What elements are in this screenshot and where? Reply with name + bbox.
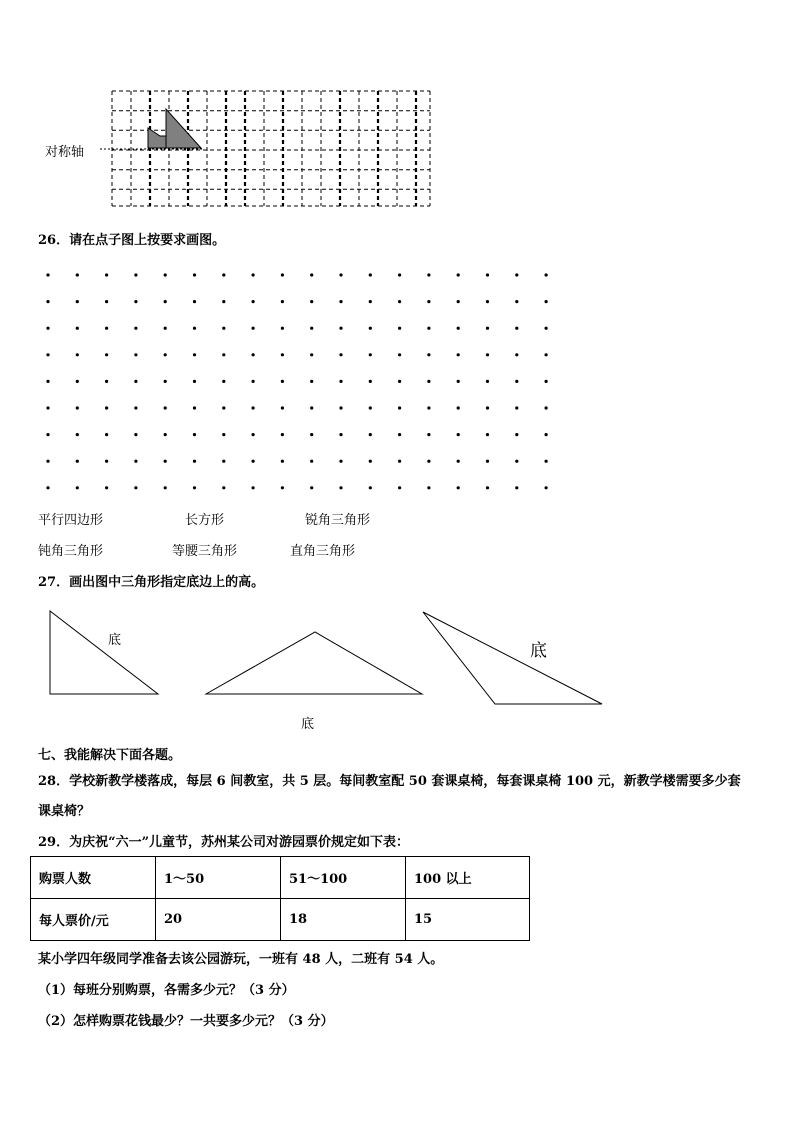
grid-dot: [515, 380, 518, 383]
grid-dot: [164, 353, 167, 356]
grid-dot: [164, 406, 167, 409]
grid-dot: [222, 300, 225, 303]
grid-dot: [193, 460, 196, 463]
grid-dot: [486, 380, 489, 383]
grid-dot: [310, 486, 313, 489]
shape-label-acute-triangle: 锐角三角形: [305, 513, 371, 528]
grid-dot: [193, 406, 196, 409]
ticket-price-table: [30, 856, 530, 941]
grid-dot: [76, 353, 79, 356]
grid-dot: [164, 433, 167, 436]
grid-dot: [486, 460, 489, 463]
question-29-sub1: （1）每班分别购票，各需多少元？（3 分）: [38, 983, 295, 998]
grid-dot: [252, 380, 255, 383]
grid-dot: [369, 486, 372, 489]
grid-dot: [222, 486, 225, 489]
shape-label-isosceles-triangle: 等腰三角形: [172, 544, 238, 559]
grid-dot: [164, 380, 167, 383]
shape-label-obtuse-triangle: 钝角三角形: [38, 544, 104, 559]
table-cell: 20: [156, 899, 281, 941]
grid-dot: [134, 273, 137, 276]
grid-dot: [252, 273, 255, 276]
grid-dot: [252, 433, 255, 436]
grid-dot: [76, 327, 79, 330]
question-26-prompt: 26．请在点子图上按要求画图。: [38, 233, 226, 248]
triangle-oblique: [423, 612, 602, 704]
grid-dot: [427, 433, 430, 436]
grid-dot: [46, 406, 49, 409]
grid-dot: [193, 380, 196, 383]
grid-dot: [339, 486, 342, 489]
grid-dot: [46, 433, 49, 436]
grid-dot: [76, 460, 79, 463]
grid-dot: [515, 327, 518, 330]
grid-dot: [545, 353, 548, 356]
grid-dot: [46, 327, 49, 330]
grid-dot: [310, 327, 313, 330]
grid-dot: [427, 327, 430, 330]
grid-dot: [486, 273, 489, 276]
question-27-prompt: 27．画出图中三角形指定底边上的高。: [38, 575, 265, 590]
grid-dot: [310, 353, 313, 356]
question-29-sub2: （2）怎样购票花钱最少？一共要多少元？（3 分）: [38, 1014, 334, 1029]
grid-dot: [281, 460, 284, 463]
symmetry-axis-label: 对称轴: [45, 145, 85, 160]
grid-dot: [134, 353, 137, 356]
grid-dot: [515, 486, 518, 489]
grid-dot: [457, 327, 460, 330]
grid-dot: [222, 406, 225, 409]
grid-dot: [369, 380, 372, 383]
grid-dot: [105, 406, 108, 409]
grid-dot: [105, 273, 108, 276]
grid-dot: [222, 273, 225, 276]
grid-dot: [164, 273, 167, 276]
grid-dot: [545, 273, 548, 276]
grid-dot: [252, 460, 255, 463]
grid-dot: [46, 353, 49, 356]
grid-dot: [252, 353, 255, 356]
base-label-triangle-2: 底: [301, 717, 315, 732]
shape-label-parallelogram: 平行四边形: [38, 513, 104, 528]
grid-dot: [457, 273, 460, 276]
grid-dot: [281, 486, 284, 489]
table-row: [31, 899, 530, 941]
grid-dot: [134, 460, 137, 463]
grid-dot: [545, 460, 548, 463]
shape-label-rectangle: 长方形: [185, 513, 225, 528]
base-label-triangle-3: 底: [530, 641, 547, 661]
grid-dot: [76, 380, 79, 383]
grid-dot: [134, 433, 137, 436]
grid-dot: [427, 300, 430, 303]
grid-dot: [310, 460, 313, 463]
grid-dot: [486, 486, 489, 489]
grid-dot: [339, 433, 342, 436]
grid-dot: [310, 380, 313, 383]
grid-dot: [164, 486, 167, 489]
grid-dot: [193, 300, 196, 303]
grid-dot: [369, 353, 372, 356]
symmetry-grid-figure: [100, 86, 440, 211]
grid-dot: [76, 406, 79, 409]
grid-dot: [281, 353, 284, 356]
table-cell: 购票人数: [31, 857, 156, 899]
grid-dot: [281, 433, 284, 436]
grid-dot: [46, 273, 49, 276]
grid-dot: [486, 327, 489, 330]
grid-dot: [515, 433, 518, 436]
grid-dot: [515, 300, 518, 303]
grid-dot: [252, 406, 255, 409]
grid-dot: [427, 460, 430, 463]
grid-dot: [398, 486, 401, 489]
grid-dot: [515, 406, 518, 409]
grid-dot: [545, 300, 548, 303]
grid-dot: [545, 327, 548, 330]
grid-dot: [369, 300, 372, 303]
grid-dot: [105, 433, 108, 436]
grid-dot: [457, 380, 460, 383]
grid-dot: [486, 300, 489, 303]
grid-dot: [193, 273, 196, 276]
grid-dot: [105, 460, 108, 463]
grid-dot: [46, 486, 49, 489]
dot-grid: [40, 266, 560, 496]
grid-dot: [310, 273, 313, 276]
grid-dot: [398, 300, 401, 303]
grid-dot: [310, 433, 313, 436]
grid-dot: [193, 327, 196, 330]
grid-dot: [398, 460, 401, 463]
grid-dot: [486, 406, 489, 409]
table-cell: 18: [281, 899, 406, 941]
grid-dot: [105, 353, 108, 356]
grid-dot: [486, 433, 489, 436]
grid-dot: [76, 300, 79, 303]
question-28-line1: 28．学校新教学楼落成，每层 6 间教室，共 5 层。每间教室配 50 套课桌椅，每套课桌椅 100 元，新教学楼需要多少套: [38, 774, 741, 789]
grid-dot: [515, 460, 518, 463]
grid-dot: [339, 327, 342, 330]
grid-dot: [398, 353, 401, 356]
grid-dot: [457, 486, 460, 489]
grid-dot: [398, 433, 401, 436]
grid-dot: [427, 486, 430, 489]
table-cell: 1～50: [156, 857, 281, 899]
grid-dot: [134, 327, 137, 330]
grid-dot: [398, 327, 401, 330]
grid-dot: [164, 327, 167, 330]
section-7-title: 七、我能解决下面各题。: [38, 748, 182, 763]
grid-dot: [105, 300, 108, 303]
grid-dot: [457, 406, 460, 409]
grid-dot: [76, 486, 79, 489]
grid-dot: [76, 433, 79, 436]
question-29-note: 某小学四年级同学准备去该公园游玩，一班有 48 人，二班有 54 人。: [38, 952, 444, 967]
grid-dot: [457, 300, 460, 303]
grid-dot: [252, 327, 255, 330]
grid-dot: [545, 433, 548, 436]
grid-dot: [134, 300, 137, 303]
grid-dot: [339, 300, 342, 303]
grid-dot: [457, 433, 460, 436]
grid-dot: [545, 380, 548, 383]
grid-dot: [369, 327, 372, 330]
grid-dot: [398, 380, 401, 383]
grid-dot: [252, 300, 255, 303]
grid-dot: [193, 486, 196, 489]
grid-dot: [46, 460, 49, 463]
grid-dot: [222, 327, 225, 330]
grid-dot: [545, 406, 548, 409]
grid-dot: [222, 380, 225, 383]
triangle-right: [50, 611, 158, 694]
grid-dot: [105, 327, 108, 330]
grid-dot: [105, 486, 108, 489]
grid-dot: [369, 460, 372, 463]
grid-dot: [46, 380, 49, 383]
grid-dot: [252, 486, 255, 489]
grid-dot: [457, 460, 460, 463]
grid-dot: [339, 406, 342, 409]
base-label-triangle-1: 底: [108, 633, 122, 648]
grid-dot: [76, 273, 79, 276]
grid-dot: [222, 460, 225, 463]
grid-dot: [427, 406, 430, 409]
grid-dot: [310, 300, 313, 303]
grid-dot: [369, 273, 372, 276]
grid-dot: [398, 273, 401, 276]
grid-dot: [164, 300, 167, 303]
table-cell: 15: [406, 899, 530, 941]
grid-dot: [281, 300, 284, 303]
question-28-line2: 课桌椅？: [38, 804, 91, 819]
table-cell: 51～100: [281, 857, 406, 899]
triangles-figure: [40, 605, 610, 715]
grid-dot: [193, 433, 196, 436]
grid-dot: [281, 380, 284, 383]
grid-dot: [134, 406, 137, 409]
grid-dot: [369, 406, 372, 409]
grid-dot: [193, 353, 196, 356]
grid-dot: [281, 406, 284, 409]
grid-dot: [281, 273, 284, 276]
table-cell: 每人票价/元: [31, 899, 156, 941]
grid-dot: [398, 406, 401, 409]
grid-dot: [339, 460, 342, 463]
grid-dot: [339, 353, 342, 356]
grid-dot: [134, 486, 137, 489]
grid-dot: [339, 380, 342, 383]
grid-dot: [369, 433, 372, 436]
question-29-prompt: 29．为庆祝“六一”儿童节，苏州某公司对游园票价规定如下表：: [38, 835, 410, 850]
grid-dot: [339, 273, 342, 276]
table-cell: 100 以上: [406, 857, 530, 899]
triangle-obtuse: [206, 632, 422, 694]
grid-dot: [457, 353, 460, 356]
grid-dot: [515, 353, 518, 356]
grid-dot: [427, 353, 430, 356]
grid-dot: [486, 353, 489, 356]
grid-dot: [164, 460, 167, 463]
grid-dot: [222, 433, 225, 436]
grid-dot: [222, 353, 225, 356]
grid-dot: [427, 380, 430, 383]
grid-dot: [515, 273, 518, 276]
grid-dot: [545, 486, 548, 489]
grid-dot: [281, 327, 284, 330]
table-row: [31, 857, 530, 899]
grid-dot: [46, 300, 49, 303]
grid-dot: [134, 380, 137, 383]
grid-dot: [310, 406, 313, 409]
grid-dot: [105, 380, 108, 383]
shape-label-right-triangle: 直角三角形: [290, 544, 356, 559]
grid-dot: [427, 273, 430, 276]
